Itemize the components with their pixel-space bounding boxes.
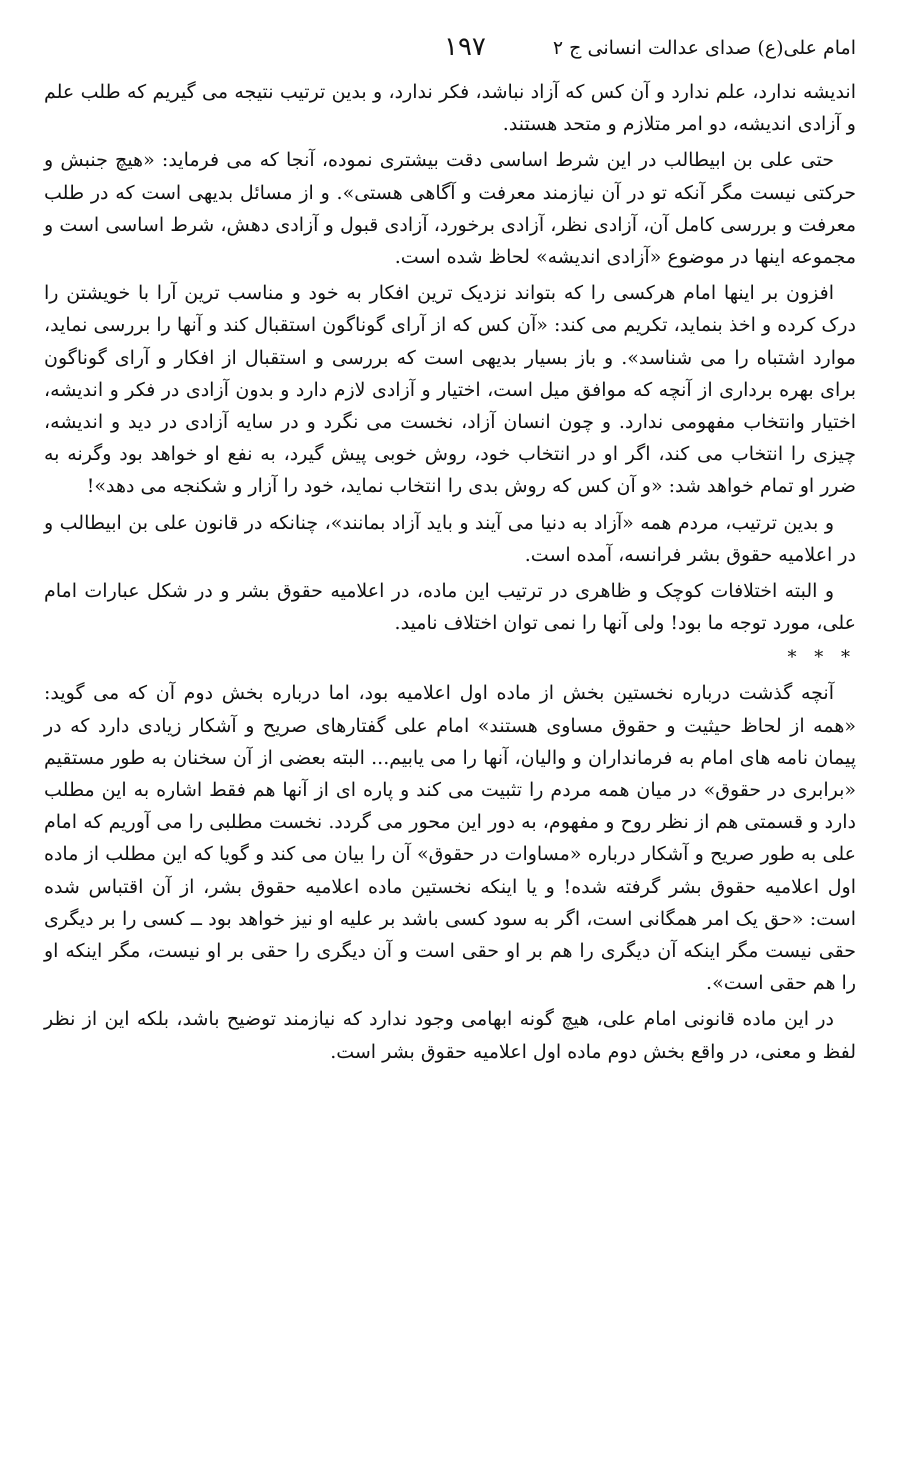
- running-title: امام علی(ع) صدای عدالت انسانی ج ۲: [552, 37, 856, 59]
- paragraph-continuation: اندیشه ندارد، علم ندارد و آن کس که آزاد نباشد، فکر ندارد، و بدین ترتیب نتیجه می گیریم که طلب علم و آزادی اندیشه، دو امر متلازم و متحد هستند.: [44, 81, 856, 136]
- paragraph-born-free: و بدین ترتیب، مردم همه «آزاد به دنیا می آیند و باید آزاد بمانند»، چنانکه در قانون علی بن ابیطالب و در اعلامیه حقوق بشر فرانسه، آمده است.: [44, 511, 856, 566]
- page-body: [44, 76, 856, 1068]
- paragraph-differences: و البته اختلافات کوچک و ظاهری در ترتیب این ماده، در اعلامیه حقوق بشر و در شکل عبارات امام علی، مورد توجه ما بود! ولی آنها را نمی توان اختلاف نامید.: [44, 580, 856, 635]
- section-separator: * * *: [787, 647, 856, 669]
- page-number: ۱۹۷: [444, 32, 486, 62]
- paragraph-equal-rights: آنچه گذشت درباره نخستین بخش از ماده اول اعلامیه بود، اما درباره بخش دوم آن که می گوید: «همه از لحاظ حیثیت و حقوق مساوی هستند» امام علی گفتارهای صریح و آشکار زیادی دارد که در پیمان نامه های امام به فرمانداران و والیان، آنها را می یابیم... البته بعضی از آن سخنان به طور مستقیم «برابری در حقوق» در میان همه مردم را تثبیت می کند و پاره ای از آنها هم فقط اشاره به این مطلب دارد و قسمتی هم از نظر روح و مفهوم، به دور این محور می گردد. نخست مطلبی را می آوریم که امام علی به طور صریح و آشکار درباره «مساوات در حقوق» آن را بیان می کند و گویا که این مطلب از ماده اول اعلامیه حقوق بشر گرفته شده! و یا اینکه نخستین ماده اعلامیه حقوق بشر، از آن اقتباس شده است: «حق یک امر همگانی است، اگر به سود کسی باشد بر علیه او نیز خواهد بود ــ کسی را بر دیگری حقی نیست مگر اینکه آن دیگری را هم بر او حقی است و آن دیگری را حقی بر او نیست، مگر اینکه او را هم حقی است».: [44, 682, 856, 995]
- paragraph-knowledge: حتی علی بن ابیطالب در این شرط اساسی دقت بیشتری نموده، آنجا که می فرماید: «هیچ جنبش و حرکتی نیست مگر آنکه تو در آن نیازمند معرفت و آگاهی هستی». و از مسائل بدیهی است که در طلب معرفت و بررسی کامل آن، آزادی نظر، آزادی برخورد، آزادی قبول و آزادی دهش، شرط اساسی است و مجموعه اینها در موضوع «آزادی اندیشه» لحاظ شده است.: [44, 149, 856, 269]
- page-header: [44, 30, 856, 72]
- paragraph-opinions: افزون بر اینها امام هرکسی را که بتواند نزدیک ترین افکار به خود و مناسب ترین آرا با خویشتن را درک کرده و اخذ بنماید، تکریم می کند: «آن کس که از آرای گوناگون استقبال کند و آنها را بررسی نماید، موارد اشتباه را می شناسد». و باز بسیار بدیهی است که بررسی و استقبال از افکار و آرای گوناگون برای بهره برداری از آنچه که موافق میل است، اختیار و آزادی لازم دارد و بدون آزادی در فکر و اندیشه، اختیار وانتخاب مفهومی ندارد. و چون انسان آزاد، نخست می نگرد و در سایه آزادی در دید و اندیشه، چیزی را انتخاب می کند، اگر او در انتخاب خود، روش خوبی پیش گیرد، به نفع او خواهد بود وگرنه به ضرر او تمام خواهد شد: «و آن کس که روش بدی را انتخاب نماید، خود را آزار و شکنجه می دهد»!: [44, 282, 856, 498]
- paragraph-conclusion: در این ماده قانونی امام علی، هیچ گونه ابهامی وجود ندارد که نیازمند توضیح باشد، بلکه این از نظر لفظ و معنی، در واقع بخش دوم ماده اول اعلامیه حقوق بشر است.: [44, 1008, 856, 1063]
